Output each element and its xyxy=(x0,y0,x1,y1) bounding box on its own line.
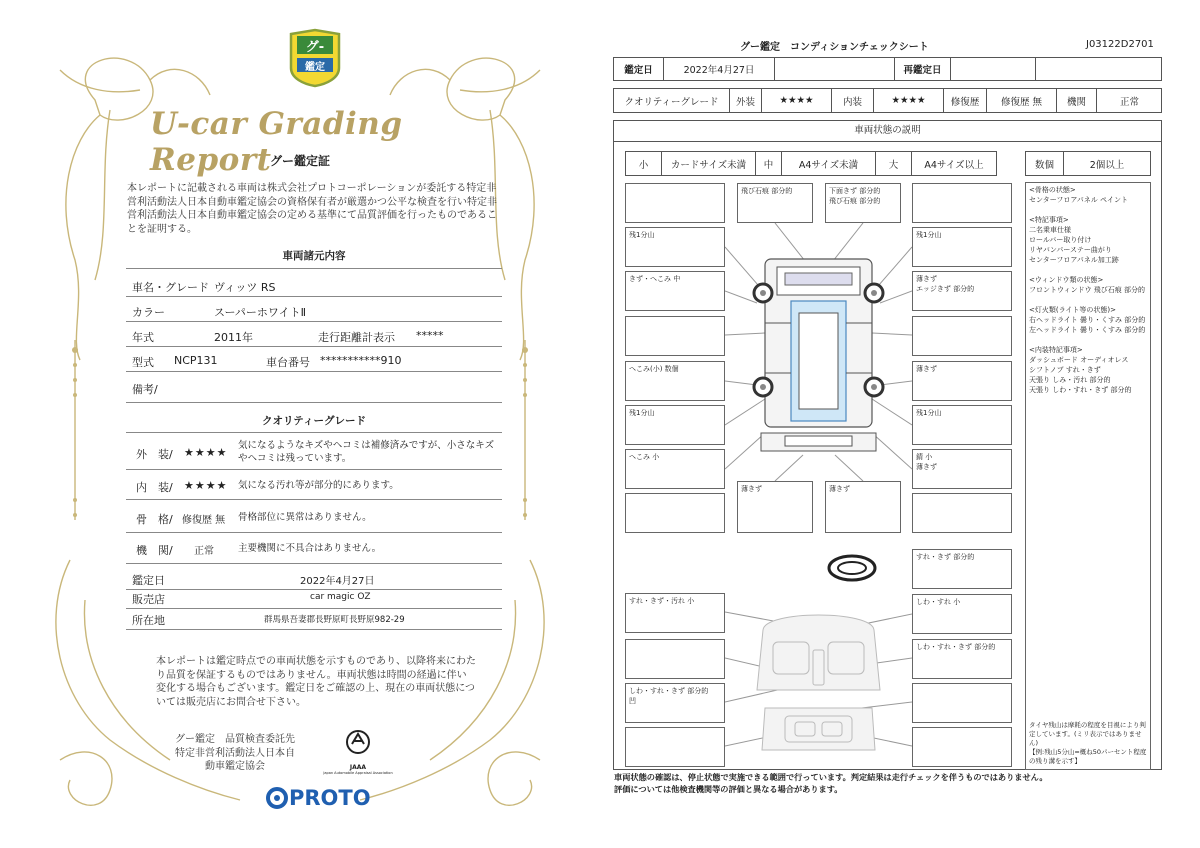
size-legend xyxy=(625,151,997,176)
interior-value: ★★★★ xyxy=(874,89,944,112)
condition-heading: 車両状態の説明 xyxy=(854,125,921,136)
desc: 気になる汚れ等が部分的にあります。 xyxy=(238,480,399,491)
badge-bottom-text: 鑑定 xyxy=(305,62,325,73)
badge-top-text: グ- xyxy=(305,40,325,55)
quality-grade-row xyxy=(613,88,1162,113)
divider xyxy=(613,141,1162,142)
blank-cell xyxy=(775,58,895,80)
date-value: 2022年4月27日 xyxy=(664,58,775,80)
spec-row-remarks xyxy=(126,373,502,403)
damage-box: すれ・きず 部分的 xyxy=(912,549,1012,589)
shop-row xyxy=(126,588,502,609)
damage-box: 残1分山 xyxy=(625,405,725,445)
jaaa-logo xyxy=(318,728,398,778)
size-medium: 中 xyxy=(756,152,782,175)
label: 型式 xyxy=(132,356,154,369)
sheet-code: J03122D2701 xyxy=(1086,39,1154,50)
reappraisal-label: 再鑑定日 xyxy=(895,58,951,80)
proto-mark-icon xyxy=(266,787,288,809)
grade: ★★★★ xyxy=(184,446,228,459)
damage-box: 薄きず エッジきず 部分的 xyxy=(912,271,1012,311)
label: 鑑定日 xyxy=(132,574,165,587)
desc: 主要機関に不具合はありません。 xyxy=(238,543,382,554)
engine-value: 正常 xyxy=(1119,96,1139,108)
damage-box: 残1分山 xyxy=(912,227,1012,267)
engine-label: 機関 xyxy=(1057,89,1097,112)
size-large-desc: A4サイズ以上 xyxy=(924,159,984,171)
damage-box xyxy=(625,493,725,533)
label: 備考/ xyxy=(132,383,158,396)
damage-box: 錆 小 薄きず xyxy=(912,449,1012,489)
appraisal-date-row xyxy=(126,566,502,590)
damage-box: 残1分山 xyxy=(625,227,725,267)
damage-box xyxy=(625,183,725,223)
spec-row-year xyxy=(126,323,502,347)
certificate-intro: 本レポートに記載される車両は株式会社プロトコーポレーションが委託する特定非営利活動法人日本自動車鑑定協会の資格保有者が厳選かつ公平な検査を行い特定非営利活動法人日本自動車鑑定協会の定める基準にて品質評価を行ったものであることを証明する。 xyxy=(127,183,497,235)
damage-box xyxy=(625,727,725,767)
damage-box xyxy=(912,183,1012,223)
damage-box xyxy=(625,639,725,679)
footer-line-2: 評価については他検査機関等の評価と異なる場合があります。 xyxy=(614,784,843,794)
desc: 気になるようなキズやヘコミは補修済みですが、小さなキズやヘコミは残っています。 xyxy=(238,440,495,464)
label: 骨 格/ xyxy=(136,513,173,526)
damage-box: すれ・きず・汚れ 小 xyxy=(625,593,725,633)
repair-label: 修復歴 xyxy=(944,89,987,112)
quality-row-interior xyxy=(126,472,502,500)
blank-cell xyxy=(1036,58,1162,80)
label: 機 関/ xyxy=(136,544,173,557)
value: スーパーホワイトⅡ xyxy=(214,306,306,319)
notes-text: <骨格の状態> センターフロアパネル ペイント <特記事項> 二名乗車仕様 ロールバー取り付け リヤバンパーステー曲がり センターフロアパネル加工跡 <ウィンドウ類の状態> フロントウィンドウ 飛び石痕 部分的 <灯火類(ライト等の状態)> 右ヘッドライト 曇り・くすみ 部分的 左ヘッドライト 曇り・くすみ 部分的 <内装特記事項> ダッシュボード オーディオレス シフトノブ すれ・きず 天張り しみ・汚れ 部分的 天張り しわ・すれ・きず 部分的 xyxy=(1029,186,1146,394)
label: 走行距離計表示 xyxy=(318,331,395,344)
value: NCP131 xyxy=(174,354,218,367)
goo-kantei-badge xyxy=(287,28,343,88)
exterior-value: ★★★★ xyxy=(762,89,832,112)
value: ***********910 xyxy=(320,354,402,367)
blank-cell xyxy=(951,58,1036,80)
grade: ★★★★ xyxy=(184,479,228,492)
value: ***** xyxy=(416,329,444,342)
certificate-subtitle: グー鑑定証 xyxy=(269,154,330,168)
label: 所在地 xyxy=(132,614,165,627)
spec-row-name xyxy=(126,273,502,297)
size-medium-desc: A4サイズ未満 xyxy=(782,152,876,175)
desc: 骨格部位に異常はありません。 xyxy=(238,512,372,523)
spec-heading: 車両諸元内容 xyxy=(282,250,346,262)
label: 内 装/ xyxy=(136,481,173,494)
value: car magic OZ xyxy=(310,592,371,602)
interior-label: 内装 xyxy=(832,89,874,112)
car-exterior-diagram-icon xyxy=(725,223,912,481)
damage-box: へこみ 小 xyxy=(625,449,725,489)
spec-row-model xyxy=(126,348,502,372)
damage-box xyxy=(912,316,1012,356)
damage-box xyxy=(912,493,1012,533)
proto-logo xyxy=(266,785,371,811)
label: 販売店 xyxy=(132,593,165,606)
value: 2011年 xyxy=(214,331,253,344)
size-large: 大 xyxy=(876,152,912,175)
quality-heading: クオリティーグレード xyxy=(262,415,366,427)
damage-box xyxy=(912,683,1012,723)
count-legend xyxy=(1025,151,1151,176)
footer-line-1: 車両状態の確認は、停止状態で実施できる範囲で行っています。判定結果は走行チェックを伴うものではありません。 xyxy=(614,772,1048,782)
quality-row-exterior xyxy=(126,436,502,470)
tire-note: タイヤ残山は摩耗の程度を目視により判定しています。(ミリ表示ではありません) 【例:残山5分山=概ね50パーセント程度の残り溝を示す】 xyxy=(1029,721,1147,765)
certificate-note: 本レポートは鑑定時点での車両状態を示すものであり、以降将来にわたり品質を保証するものではありません。車両状態は時間の経過に伴い変化する場合もございます。鑑定日をご確認の上、現在の車両状態については販売店にお問合せ下さい。 xyxy=(156,656,476,708)
date-row xyxy=(613,57,1162,81)
label: 車名・グレード xyxy=(132,281,209,294)
sheet-title: グー鑑定 コンディションチェックシート xyxy=(740,42,929,53)
jaaa-abbr: JAAA xyxy=(349,764,367,771)
divider xyxy=(126,432,502,433)
damage-box: きず・へこみ 中 xyxy=(625,271,725,311)
count-label: 数個 xyxy=(1026,152,1064,175)
value: ヴィッツ RS xyxy=(214,281,276,294)
damage-box: しわ・すれ・きず 部分的 xyxy=(912,639,1012,679)
notes-panel xyxy=(1025,182,1151,770)
exterior-label: 外装 xyxy=(730,89,762,112)
spec-row-color xyxy=(126,298,502,322)
grade: 修復歴 無 xyxy=(182,515,226,526)
damage-box xyxy=(912,727,1012,767)
repair-value: 修復歴 無 xyxy=(987,89,1057,112)
value: 2022年4月27日 xyxy=(300,576,375,587)
size-small: 小 xyxy=(626,152,662,175)
address-row xyxy=(126,609,502,630)
label: 外 装/ xyxy=(136,448,173,461)
value: 群馬県吾妻郡長野原町長野原982-29 xyxy=(264,615,405,625)
damage-box: へこみ(小) 数個 xyxy=(625,361,725,401)
steering-wheel-icon xyxy=(826,553,878,583)
car-interior-diagram-icon xyxy=(725,600,912,768)
label: 車台番号 xyxy=(266,356,310,369)
date-label: 鑑定日 xyxy=(614,58,664,80)
proto-wordmark: PROTO xyxy=(289,786,371,810)
damage-box: しわ・すれ 小 xyxy=(912,594,1012,634)
jaaa-emblem-icon xyxy=(343,728,373,760)
label: カラー xyxy=(132,306,165,319)
divider xyxy=(126,268,502,269)
damage-box: 薄きず xyxy=(912,361,1012,401)
damage-box: 薄きず xyxy=(825,481,901,533)
quality-row-engine xyxy=(126,536,502,564)
quality-label: クオリティーグレード xyxy=(614,89,730,112)
count-value: 2個以上 xyxy=(1089,159,1125,171)
damage-box xyxy=(625,316,725,356)
damage-box: しわ・すれ・きず 部分的 凹 xyxy=(625,683,725,723)
size-small-desc: カードサイズ未満 xyxy=(662,152,756,175)
quality-row-frame xyxy=(126,503,502,533)
certificate-title: U-car Grading Report xyxy=(150,106,403,178)
label: 年式 xyxy=(132,331,154,344)
damage-box: 残1分山 xyxy=(912,405,1012,445)
damage-box: 下面きず 部分的 飛び石痕 部分的 xyxy=(825,183,901,223)
damage-box: 飛び石痕 部分的 xyxy=(737,183,813,223)
issuer-text: グー鑑定 品質検査委託先特定非営利活動法人日本自動車鑑定協会 xyxy=(175,734,295,772)
jaaa-name: Japan Automobile Appraisal Association xyxy=(323,771,393,775)
damage-box: 薄きず xyxy=(737,481,813,533)
sheet-footer xyxy=(614,771,1048,795)
grade: 正常 xyxy=(194,546,214,557)
